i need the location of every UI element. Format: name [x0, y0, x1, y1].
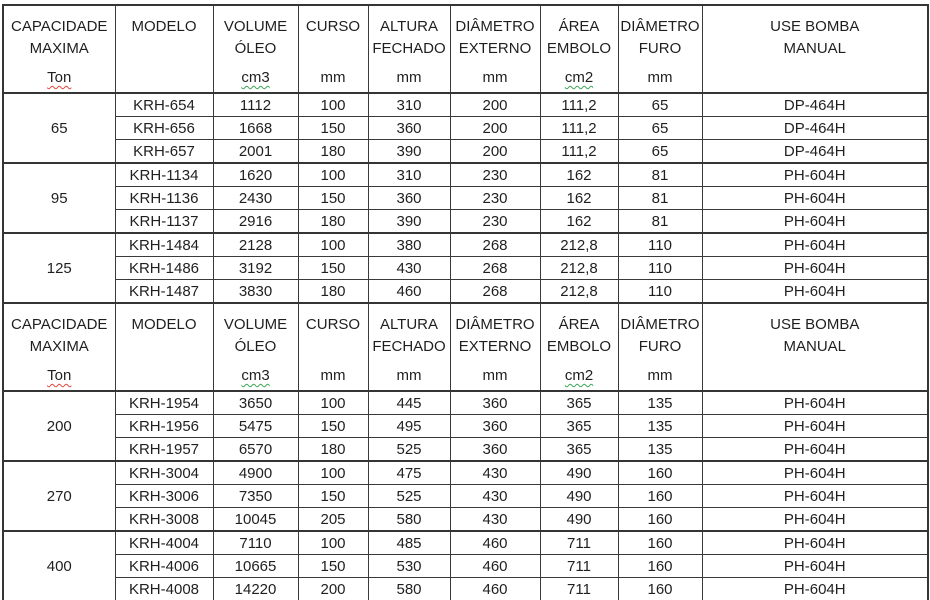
- col-header-label: [455, 16, 534, 60]
- cell-curso: 100: [298, 531, 368, 555]
- cell-use-bomba-manual: PH-604H: [702, 163, 928, 187]
- col-header-label: [372, 16, 445, 60]
- cell-modelo: KRH-3004: [115, 461, 213, 485]
- cell-modelo: KRH-1486: [115, 257, 213, 280]
- col-header-label-line: EXTERNO: [458, 338, 532, 355]
- cell-curso: 205: [298, 508, 368, 532]
- col-header-diametro-furo: [618, 5, 702, 93]
- table-row: [3, 93, 928, 117]
- col-header-unit: mm: [320, 367, 346, 384]
- col-header-capacidade-maxima: [3, 303, 115, 391]
- col-header-curso: [298, 303, 368, 391]
- col-header-label-line: EMBOLO: [546, 40, 612, 57]
- cell-altura-fechado: 530: [368, 555, 450, 578]
- col-header-label-line: VOLUME: [223, 18, 288, 35]
- col-header-label-line: VOLUME: [223, 316, 288, 333]
- cell-modelo: KRH-1957: [115, 438, 213, 462]
- cell-curso: 150: [298, 485, 368, 508]
- col-header-diametro-externo: [450, 303, 540, 391]
- col-header-unit: cm2: [564, 367, 594, 384]
- cell-area-embolo: 365: [540, 415, 618, 438]
- capacity-cell: 125: [3, 233, 115, 303]
- cell-diametro-furo: 110: [618, 233, 702, 257]
- cell-altura-fechado: 390: [368, 140, 450, 164]
- cell-diametro-furo: 160: [618, 485, 702, 508]
- col-header-label: [620, 314, 699, 358]
- cell-volume-oleo: 1668: [213, 117, 298, 140]
- cell-diametro-furo: 110: [618, 280, 702, 304]
- col-header-content: [541, 6, 618, 92]
- cell-diametro-furo: 81: [618, 210, 702, 234]
- cell-curso: 180: [298, 280, 368, 304]
- cell-diametro-furo: 81: [618, 187, 702, 210]
- col-header-unit: Ton: [47, 69, 72, 86]
- col-header-label: [224, 314, 287, 358]
- cell-area-embolo: 162: [540, 210, 618, 234]
- col-header-content: [451, 304, 540, 390]
- col-header-label-line: DIÂMETRO: [620, 18, 700, 35]
- cell-volume-oleo: 7110: [213, 531, 298, 555]
- col-header-content: [4, 304, 115, 390]
- cell-curso: 180: [298, 210, 368, 234]
- cell-diametro-furo: 135: [618, 391, 702, 415]
- cell-use-bomba-manual: PH-604H: [702, 578, 928, 600]
- cell-diametro-externo: 430: [450, 485, 540, 508]
- cell-modelo: KRH-4008: [115, 578, 213, 600]
- cell-area-embolo: 365: [540, 438, 618, 462]
- table-row: [3, 140, 928, 164]
- col-header-label-line: ÁREA: [558, 316, 600, 333]
- capacity-cell: 65: [3, 93, 115, 163]
- cell-volume-oleo: 6570: [213, 438, 298, 462]
- col-header-label: [547, 16, 611, 60]
- col-header-diametro-furo: [618, 303, 702, 391]
- table-row: [3, 233, 928, 257]
- cell-diametro-furo: 81: [618, 163, 702, 187]
- table-row: [3, 210, 928, 234]
- cell-diametro-furo: 135: [618, 415, 702, 438]
- cell-altura-fechado: 460: [368, 280, 450, 304]
- col-header-label-line: USE BOMBA: [770, 18, 860, 35]
- cell-volume-oleo: 1620: [213, 163, 298, 187]
- col-header-label: [770, 314, 859, 358]
- cell-curso: 100: [298, 461, 368, 485]
- cell-altura-fechado: 525: [368, 485, 450, 508]
- col-header-altura-fechado: [368, 303, 450, 391]
- cell-use-bomba-manual: PH-604H: [702, 531, 928, 555]
- col-header-label-line: EMBOLO: [546, 338, 612, 355]
- cell-modelo: KRH-1137: [115, 210, 213, 234]
- cell-altura-fechado: 445: [368, 391, 450, 415]
- col-header-content: [369, 6, 450, 92]
- cell-modelo: KRH-3008: [115, 508, 213, 532]
- col-header-unit: cm2: [564, 69, 594, 86]
- cell-use-bomba-manual: PH-604H: [702, 280, 928, 304]
- cell-curso: 100: [298, 233, 368, 257]
- col-header-content: [116, 304, 213, 390]
- cell-modelo: KRH-1136: [115, 187, 213, 210]
- col-header-label: [11, 314, 107, 358]
- cell-modelo: KRH-1954: [115, 391, 213, 415]
- cell-area-embolo: 111,2: [540, 140, 618, 164]
- col-header-content: [214, 304, 298, 390]
- cell-diametro-externo: 460: [450, 531, 540, 555]
- col-header-content: [116, 6, 213, 92]
- cell-curso: 150: [298, 257, 368, 280]
- cell-volume-oleo: 1112: [213, 93, 298, 117]
- col-header-label-line: MANUAL: [783, 40, 846, 57]
- col-header-altura-fechado: [368, 5, 450, 93]
- cell-use-bomba-manual: PH-604H: [702, 233, 928, 257]
- col-header-unit: cm3: [241, 69, 270, 86]
- col-header-content: [703, 6, 928, 92]
- col-header-unit: mm: [320, 69, 346, 86]
- cell-volume-oleo: 14220: [213, 578, 298, 600]
- cell-curso: 150: [298, 555, 368, 578]
- cell-curso: 100: [298, 163, 368, 187]
- col-header-content: [703, 304, 928, 390]
- cell-altura-fechado: 485: [368, 531, 450, 555]
- capacity-cell: 95: [3, 163, 115, 233]
- cell-use-bomba-manual: DP-464H: [702, 93, 928, 117]
- cell-curso: 150: [298, 117, 368, 140]
- col-header-label: [455, 314, 534, 358]
- cell-area-embolo: 212,8: [540, 280, 618, 304]
- col-header-label-line: MODELO: [131, 18, 197, 35]
- cell-area-embolo: 711: [540, 555, 618, 578]
- col-header-content: [619, 6, 702, 92]
- col-header-content: [451, 6, 540, 92]
- col-header-unit: mm: [482, 69, 508, 86]
- cell-modelo: KRH-654: [115, 93, 213, 117]
- cell-volume-oleo: 10045: [213, 508, 298, 532]
- cell-use-bomba-manual: PH-604H: [702, 391, 928, 415]
- cell-volume-oleo: 2128: [213, 233, 298, 257]
- cell-modelo: KRH-1487: [115, 280, 213, 304]
- table-row: [3, 280, 928, 304]
- col-header-volume-oleo: [213, 5, 298, 93]
- table-row: [3, 485, 928, 508]
- cell-use-bomba-manual: PH-604H: [702, 555, 928, 578]
- cell-volume-oleo: 4900: [213, 461, 298, 485]
- col-header-label: [224, 16, 287, 60]
- cell-diametro-furo: 160: [618, 461, 702, 485]
- col-header-label-line: ALTURA: [379, 18, 439, 35]
- col-header-unit: Ton: [47, 367, 72, 384]
- cell-volume-oleo: 2001: [213, 140, 298, 164]
- capacity-cell: 400: [3, 531, 115, 600]
- cell-altura-fechado: 580: [368, 508, 450, 532]
- cell-altura-fechado: 360: [368, 117, 450, 140]
- table-row: [3, 163, 928, 187]
- col-header-label: [306, 314, 360, 336]
- cell-curso: 200: [298, 578, 368, 600]
- col-header-area-embolo: [540, 303, 618, 391]
- col-header-label-line: ÓLEO: [234, 40, 277, 57]
- cell-area-embolo: 212,8: [540, 257, 618, 280]
- col-header-label-line: CURSO: [305, 316, 361, 333]
- col-header-unit: mm: [647, 367, 673, 384]
- cell-area-embolo: 490: [540, 508, 618, 532]
- table-row: [3, 508, 928, 532]
- col-header-label-line: FURO: [638, 40, 682, 57]
- col-header-unit: mm: [396, 69, 422, 86]
- cell-curso: 150: [298, 415, 368, 438]
- col-header-label-line: ALTURA: [379, 316, 439, 333]
- col-header-label-line: ÓLEO: [234, 338, 277, 355]
- table-row: [3, 578, 928, 600]
- cell-altura-fechado: 380: [368, 233, 450, 257]
- col-header-label: [620, 16, 699, 60]
- cell-modelo: KRH-657: [115, 140, 213, 164]
- col-header-label-line: DIÂMETRO: [620, 316, 700, 333]
- cell-diametro-externo: 430: [450, 508, 540, 532]
- table-row: [3, 117, 928, 140]
- col-header-label-line: CAPACIDADE: [11, 18, 108, 35]
- col-header-volume-oleo: [213, 303, 298, 391]
- cell-curso: 100: [298, 391, 368, 415]
- col-header-label-line: FECHADO: [372, 338, 446, 355]
- col-header-label: [131, 16, 196, 38]
- col-header-label-line: EXTERNO: [458, 40, 532, 57]
- krh-cylinder-spec-table: [2, 4, 929, 600]
- table-row: [3, 257, 928, 280]
- table-row: [3, 555, 928, 578]
- cell-diametro-furo: 65: [618, 117, 702, 140]
- cell-diametro-externo: 268: [450, 257, 540, 280]
- cell-area-embolo: 212,8: [540, 233, 618, 257]
- cell-area-embolo: 711: [540, 578, 618, 600]
- cell-use-bomba-manual: PH-604H: [702, 257, 928, 280]
- cell-modelo: KRH-1956: [115, 415, 213, 438]
- col-header-curso: [298, 5, 368, 93]
- cell-diametro-externo: 460: [450, 555, 540, 578]
- table-row: [3, 461, 928, 485]
- cell-altura-fechado: 310: [368, 163, 450, 187]
- cell-altura-fechado: 525: [368, 438, 450, 462]
- cell-volume-oleo: 3650: [213, 391, 298, 415]
- cell-altura-fechado: 390: [368, 210, 450, 234]
- cell-curso: 180: [298, 438, 368, 462]
- cell-modelo: KRH-656: [115, 117, 213, 140]
- cell-volume-oleo: 7350: [213, 485, 298, 508]
- col-header-label-line: MANUAL: [783, 338, 846, 355]
- col-header-use-bomba-manual: [702, 5, 928, 93]
- col-header-label-line: DIÂMETRO: [455, 18, 535, 35]
- col-header-label-line: MAXIMA: [29, 338, 89, 355]
- cell-altura-fechado: 475: [368, 461, 450, 485]
- col-header-use-bomba-manual: [702, 303, 928, 391]
- cell-use-bomba-manual: PH-604H: [702, 415, 928, 438]
- col-header-capacidade-maxima: [3, 5, 115, 93]
- header-row: [3, 303, 928, 391]
- col-header-label: [547, 314, 611, 358]
- table-row: [3, 415, 928, 438]
- col-header-label-line: CAPACIDADE: [11, 316, 108, 333]
- cell-modelo: KRH-4006: [115, 555, 213, 578]
- col-header-content: [4, 6, 115, 92]
- cell-altura-fechado: 580: [368, 578, 450, 600]
- cell-use-bomba-manual: PH-604H: [702, 508, 928, 532]
- cell-modelo: KRH-1484: [115, 233, 213, 257]
- cell-curso: 100: [298, 93, 368, 117]
- table-row: [3, 531, 928, 555]
- cell-area-embolo: 111,2: [540, 93, 618, 117]
- col-header-label-line: MAXIMA: [29, 40, 89, 57]
- col-header-area-embolo: [540, 5, 618, 93]
- col-header-content: [299, 304, 368, 390]
- cell-diametro-externo: 268: [450, 233, 540, 257]
- cell-area-embolo: 490: [540, 485, 618, 508]
- cell-diametro-externo: 200: [450, 140, 540, 164]
- cell-area-embolo: 490: [540, 461, 618, 485]
- table-row: [3, 391, 928, 415]
- col-header-content: [369, 304, 450, 390]
- cell-use-bomba-manual: PH-604H: [702, 438, 928, 462]
- cell-use-bomba-manual: PH-604H: [702, 461, 928, 485]
- cell-modelo: KRH-1134: [115, 163, 213, 187]
- cell-diametro-externo: 360: [450, 438, 540, 462]
- cell-diametro-externo: 430: [450, 461, 540, 485]
- cell-diametro-externo: 460: [450, 578, 540, 600]
- cell-diametro-furo: 65: [618, 140, 702, 164]
- cell-volume-oleo: 3830: [213, 280, 298, 304]
- table-row: [3, 187, 928, 210]
- cell-area-embolo: 365: [540, 391, 618, 415]
- col-header-label: [306, 16, 360, 38]
- cell-use-bomba-manual: PH-604H: [702, 210, 928, 234]
- table-row: [3, 438, 928, 462]
- cell-area-embolo: 162: [540, 163, 618, 187]
- cell-altura-fechado: 310: [368, 93, 450, 117]
- cell-diametro-furo: 110: [618, 257, 702, 280]
- col-header-content: [541, 304, 618, 390]
- col-header-label-line: USE BOMBA: [770, 316, 860, 333]
- col-header-modelo: [115, 303, 213, 391]
- cell-diametro-externo: 360: [450, 391, 540, 415]
- capacity-cell: 200: [3, 391, 115, 461]
- col-header-label: [372, 314, 445, 358]
- cell-diametro-externo: 360: [450, 415, 540, 438]
- col-header-content: [299, 6, 368, 92]
- cell-volume-oleo: 5475: [213, 415, 298, 438]
- cell-curso: 180: [298, 140, 368, 164]
- col-header-content: [214, 6, 298, 92]
- col-header-label-line: FECHADO: [372, 40, 446, 57]
- col-header-label-line: DIÂMETRO: [455, 316, 535, 333]
- col-header-label: [131, 314, 196, 336]
- cell-curso: 150: [298, 187, 368, 210]
- cell-altura-fechado: 430: [368, 257, 450, 280]
- col-header-unit: mm: [482, 367, 508, 384]
- cell-volume-oleo: 3192: [213, 257, 298, 280]
- cell-diametro-furo: 65: [618, 93, 702, 117]
- cell-altura-fechado: 495: [368, 415, 450, 438]
- cell-use-bomba-manual: PH-604H: [702, 187, 928, 210]
- cell-altura-fechado: 360: [368, 187, 450, 210]
- cell-diametro-furo: 160: [618, 508, 702, 532]
- cell-diametro-externo: 230: [450, 163, 540, 187]
- col-header-label-line: CURSO: [305, 18, 361, 35]
- cell-diametro-externo: 230: [450, 210, 540, 234]
- cell-use-bomba-manual: DP-464H: [702, 140, 928, 164]
- col-header-label-line: FURO: [638, 338, 682, 355]
- cell-use-bomba-manual: PH-604H: [702, 485, 928, 508]
- cell-modelo: KRH-3006: [115, 485, 213, 508]
- cell-use-bomba-manual: DP-464H: [702, 117, 928, 140]
- cell-diametro-furo: 135: [618, 438, 702, 462]
- col-header-label: [770, 16, 859, 60]
- cell-modelo: KRH-4004: [115, 531, 213, 555]
- col-header-diametro-externo: [450, 5, 540, 93]
- cell-diametro-externo: 200: [450, 93, 540, 117]
- col-header-unit: mm: [647, 69, 673, 86]
- header-row: [3, 5, 928, 93]
- col-header-unit: cm3: [241, 367, 270, 384]
- col-header-unit: mm: [396, 367, 422, 384]
- cell-volume-oleo: 10665: [213, 555, 298, 578]
- cell-volume-oleo: 2916: [213, 210, 298, 234]
- cell-diametro-furo: 160: [618, 578, 702, 600]
- col-header-modelo: [115, 5, 213, 93]
- cell-diametro-externo: 200: [450, 117, 540, 140]
- cell-diametro-externo: 268: [450, 280, 540, 304]
- cell-area-embolo: 162: [540, 187, 618, 210]
- col-header-content: [619, 304, 702, 390]
- cell-volume-oleo: 2430: [213, 187, 298, 210]
- cell-diametro-externo: 230: [450, 187, 540, 210]
- cell-diametro-furo: 160: [618, 555, 702, 578]
- col-header-label-line: MODELO: [131, 316, 197, 333]
- col-header-label-line: ÁREA: [558, 18, 600, 35]
- capacity-cell: 270: [3, 461, 115, 531]
- cell-area-embolo: 711: [540, 531, 618, 555]
- cell-diametro-furo: 160: [618, 531, 702, 555]
- col-header-label: [11, 16, 107, 60]
- cell-area-embolo: 111,2: [540, 117, 618, 140]
